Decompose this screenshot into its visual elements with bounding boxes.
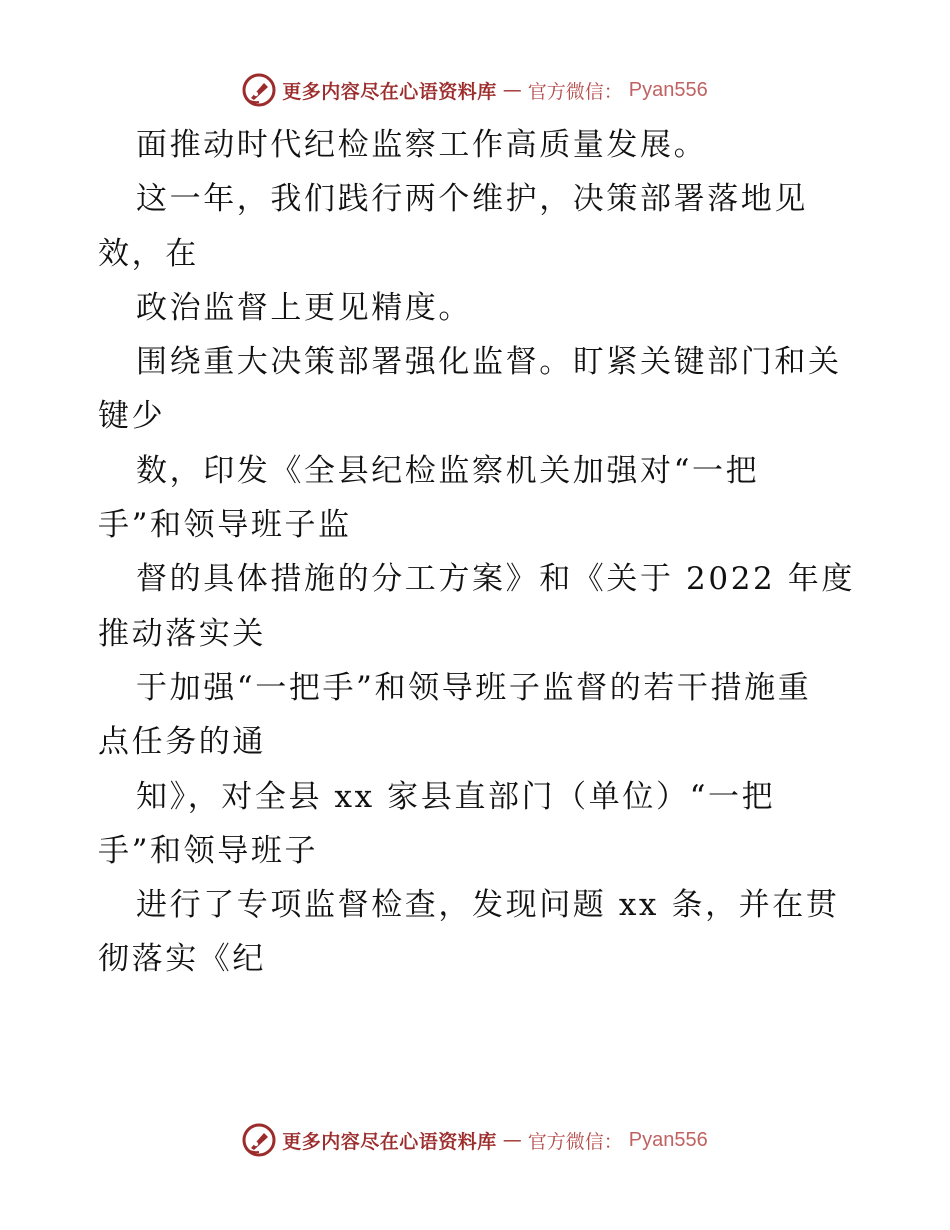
- header-wechat-label: 官方微信：: [527, 80, 623, 103]
- footer-wechat-label: 官方微信：: [527, 1130, 623, 1153]
- paragraph-line: 政治监督上更见精度。: [136, 289, 472, 326]
- header-wechat-id: Pyan556: [628, 78, 708, 101]
- paragraph-line: 知》，对全县 xx 家县直部门（单位）“一把: [136, 778, 776, 815]
- paragraph-line: 点任务的通: [98, 724, 266, 761]
- paragraph-line: 这一年，我们践行两个维护，决策部署落地见: [136, 181, 808, 218]
- paragraph-line: 彻落实《纪: [98, 941, 266, 978]
- header-site-name: 更多内容尽在心语资料库: [282, 80, 497, 103]
- footer-wechat-id: Pyan556: [628, 1128, 708, 1151]
- footer-dash: —: [502, 1129, 522, 1151]
- header-banner-content: [242, 73, 708, 107]
- paragraph-line: 效，在: [98, 235, 199, 272]
- footer-banner: [0, 1122, 950, 1158]
- pen-nib-logo-icon: [242, 1123, 276, 1157]
- paragraph-line: 键少: [98, 398, 166, 435]
- header-banner: [0, 72, 950, 108]
- paragraph-line: 数，印发《全县纪检监察机关加强对“一把: [136, 452, 760, 489]
- pen-nib-logo-icon: [242, 73, 276, 107]
- document-body: [98, 118, 858, 987]
- footer-banner-content: [242, 1123, 708, 1157]
- paragraph-line: 围绕重大决策部署强化监督。盯紧关键部门和关: [136, 344, 842, 381]
- paragraph-line: 于加强“一把手”和领导班子监督的若干措施重: [136, 669, 812, 706]
- paragraph-line: 进行了专项监督检查，发现问题 xx 条，并在贯: [136, 887, 840, 924]
- paragraph-line: 面推动时代纪检监察工作高质量发展。: [136, 127, 708, 163]
- paragraph-line: 手”和领导班子监: [98, 507, 352, 544]
- paragraph-line: 督的具体措施的分工方案》和《关于 2022 年度: [136, 561, 855, 598]
- header-dash: —: [502, 79, 522, 101]
- paragraph-line: 手”和领导班子: [98, 832, 319, 869]
- footer-site-name: 更多内容尽在心语资料库: [282, 1130, 497, 1153]
- paragraph-line: 推动落实关: [98, 615, 266, 652]
